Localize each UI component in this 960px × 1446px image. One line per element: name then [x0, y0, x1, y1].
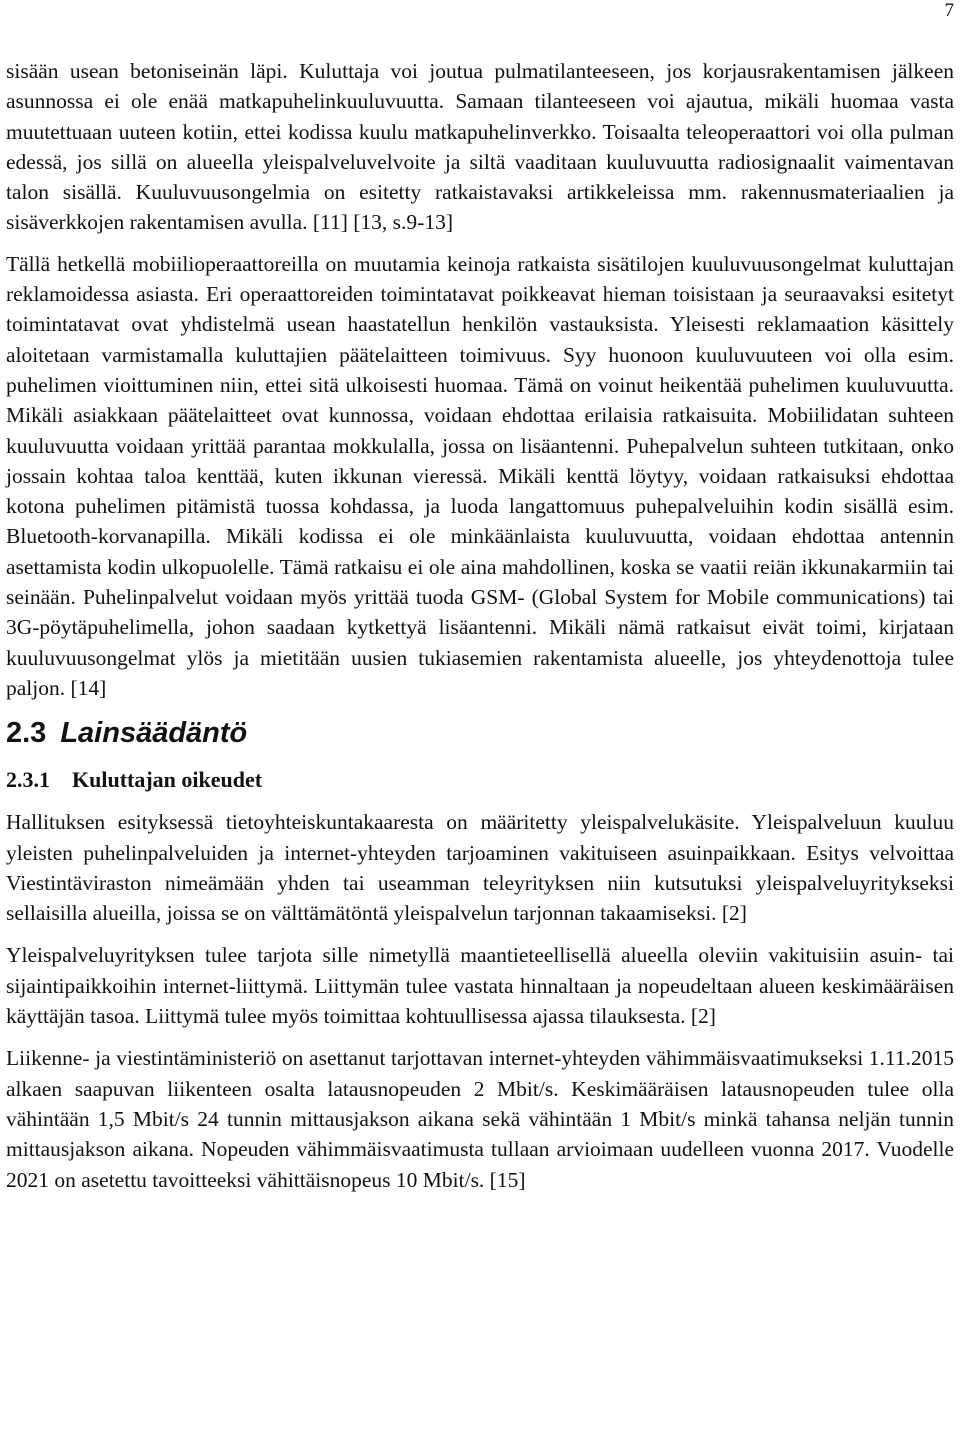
- paragraph-indoor-coverage: sisään usean betoniseinän läpi. Kuluttaja voi joutua pulmatilanteeseen, jos korjausrakentamisen jälkeen asunnossa ei ole enää matkapuhelinkuuluvuutta. Samaan tilanteeseen voi ajautua, mikäli huomaa vasta muutettuaan uuteen kotiin, ettei kodissa kuulu matkapuhelinverkko. Toisaalta teleoperaattori voi olla pulman edessä, jos sillä on alueella yleispalveluvelvoite ja siltä vaaditaan kuuluvuutta radiosignaalit vaimentavan talon sisällä. Kuuluvuusongelmia on esitetty ratkaistavaksi artikkeleissa mm. rakennusmateriaalien ja sisäverkkojen rakentamisen avulla. [11] [13, s.9-13]: [6, 59, 954, 235]
- section-title: Lainsäädäntö: [60, 717, 248, 750]
- subsection-heading: [6, 765, 954, 795]
- subsection-title: Kuluttajan oikeudet: [72, 767, 263, 793]
- page-number: 7: [944, 0, 954, 21]
- section-number: 2.3: [6, 717, 47, 750]
- document-body: [6, 56, 954, 1195]
- paragraph-minimum-speed: Liikenne- ja viestintäministeriö on asettanut tarjottavan internet-yhteyden vähimmäisvaatimukseksi 1.11.2015 alkaen saapuvan liikenteen osalta latausnopeuden 2 Mbit/s. Keskimääräisen latausnopeuden tulee olla vähintään 1,5 Mbit/s 24 tunnin mittausjakson aikana sekä vähintään 1 Mbit/s minkä tahansa neljän tunnin mittausjakson aikana. Nopeuden vähimmäisvaatimusta tullaan arvioimaan uudelleen vuonna 2017. Vuodelle 2021 on asetettu tavoitteeksi vähittäisnopeus 10 Mbit/s. [15]: [6, 1046, 954, 1192]
- paragraph-universal-service: Hallituksen esityksessä tietoyhteiskuntakaaresta on määritetty yleispalvelukäsite. Yleispalveluun kuuluu yleisten puhelinpalveluiden ja internet-yhteyden tarjoaminen vakituiseen asuinpaikkaan. Esitys velvoittaa Viestintäviraston nimeämään yhden tai useamman teleyrityksen niin kutsutuksi yleispalveluyritykseksi sellaisilla alueilla, joissa se on välttämätöntä yleispalvelun tarjonnan takaamiseksi. [2]: [6, 810, 954, 926]
- paragraph-operator-solutions: Tällä hetkellä mobiilioperaattoreilla on muutamia keinoja ratkaista sisätilojen kuuluvuusongelmat kuluttajan reklamoidessa asiasta. Eri operaattoreiden toimintatavat poikkeavat hieman toisistaan ja seuraavaksi esitetyt toimintatavat ovat yhdistelmä usean haastatellun henkilön vastauksista. Yleisesti reklamaation käsittely aloitetaan varmistamalla kuluttajien päätelaitteen toimivuus. Syy huonoon kuuluvuuteen voi olla esim. puhelimen vioittuminen niin, ettei sitä ulkoisesti huomaa. Tämä on voinut heikentää puhelimen kuuluvuutta. Mikäli asiakkaan päätelaitteet ovat kunnossa, voidaan ehdottaa erilaisia ratkaisuita. Mobiilidatan suhteen kuuluvuutta voidaan yrittää parantaa mokkulalla, jossa on lisäantenni. Puhepalvelun suhteen tutkitaan, onko jossain kohtaa taloa kenttää, kuten ikkunan vieressä. Mikäli kenttä löytyy, voidaan ratkaisuksi ehdottaa kotona puhelimen pitämistä tuossa kohdassa, ja luoda langattomuus puhepalveluihin kodin sisällä esim. Bluetooth-korvanapilla. Mikäli kodissa ei ole minkäänlaista kuuluvuutta, voidaan ehdottaa antennin asettamista kodin ulkopuolelle. Tämä ratkaisu ei ole aina mahdollinen, koska se vaatii reiän ikkunakarmiin tai seinään. Puhelinpalvelut voidaan myös yrittää tuoda GSM- (Global System for Mobile communications) tai 3G-pöytäpuhelimella, johon saadaan kytkettyä lisäantenni. Mikäli nämä ratkaisut eivät toimi, kirjataan kuuluvuusongelmat ylös ja mietitään uusien tukiasemien rakentamista alueelle, jos yhteydenottoja tulee paljon. [14]: [6, 251, 954, 700]
- section-heading: [6, 715, 954, 751]
- paragraph-service-provider-duty: Yleispalveluyrityksen tulee tarjota sille nimetyllä maantieteellisellä alueella oleviin vakituisiin asuin- tai sijaintipaikkoihin internet-liittymä. Liittymän tulee vastata hinnaltaan ja nopeudeltaan alueen keskimääräisen käyttäjän tasoa. Liittymä tulee myös toimittaa kohtuullisessa ajassa tilauksesta. [2]: [6, 943, 954, 1029]
- subsection-number: 2.3.1: [6, 767, 50, 793]
